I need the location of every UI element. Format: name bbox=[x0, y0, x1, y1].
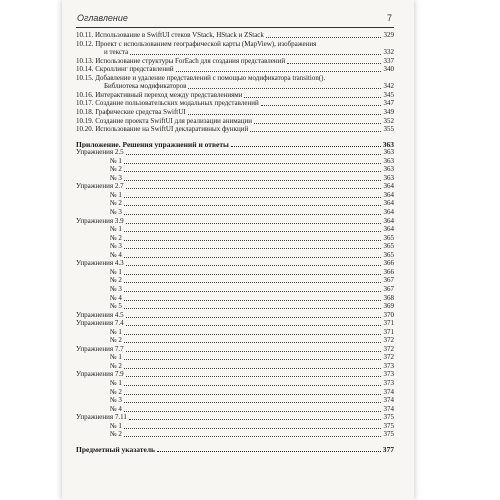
toc-entry-title: № 3 bbox=[110, 173, 122, 182]
toc-dot-leader bbox=[126, 265, 381, 266]
toc-dot-leader bbox=[124, 282, 381, 283]
toc-entry-title: 10.18. Графические средства SwiftUI bbox=[76, 107, 186, 116]
toc-dot-leader bbox=[124, 205, 381, 206]
toc-entry-page: 365 bbox=[383, 250, 394, 259]
toc-dot-leader bbox=[124, 368, 381, 369]
toc-dot-leader bbox=[124, 402, 381, 403]
toc-dot-leader bbox=[126, 325, 381, 326]
toc-entry bbox=[76, 445, 394, 454]
toc-entry-page: 329 bbox=[383, 31, 394, 39]
toc-entry-page: 373 bbox=[383, 379, 394, 387]
toc-dot-leader bbox=[124, 197, 381, 198]
toc-entry-title: № 2 bbox=[110, 336, 122, 345]
toc-dot-leader bbox=[231, 146, 381, 147]
toc-dot-leader bbox=[124, 248, 381, 249]
toc-entry-title: № 3 bbox=[110, 284, 122, 293]
toc-dot-leader bbox=[254, 123, 381, 124]
toc-entry-page: 342 bbox=[383, 82, 394, 91]
toc-dot-leader bbox=[124, 436, 381, 437]
toc-entry-page: 340 bbox=[383, 65, 394, 74]
toc-entry-page: 369 bbox=[383, 302, 394, 311]
toc-dot-leader bbox=[124, 231, 381, 232]
toc-entry-title: № 4 bbox=[110, 250, 122, 259]
toc-entry-title: № 3 bbox=[110, 208, 122, 216]
toc-entry-title: № 2 bbox=[110, 165, 122, 174]
toc-entry-page: 364 bbox=[383, 182, 394, 191]
toc-entry-page: 374 bbox=[383, 404, 394, 413]
toc-entry-title: 10.20. Использование на SwiftUI декларативных функций bbox=[76, 125, 249, 134]
toc-entry-page: 366 bbox=[383, 259, 394, 268]
toc-entry-title: Упражнения 4.3 bbox=[76, 259, 124, 268]
toc-entry-page: 372 bbox=[383, 344, 394, 353]
toc-entry-title: 10.12. Проект с использованием географической карты (MapView), изображения bbox=[76, 39, 317, 48]
toc-dot-leader bbox=[124, 308, 381, 309]
toc-entry-title: № 4 bbox=[110, 404, 122, 413]
toc-entry bbox=[76, 430, 394, 439]
toc-entry-page: 372 bbox=[383, 353, 394, 362]
toc-entry-page: 373 bbox=[383, 361, 394, 370]
toc-dot-leader bbox=[188, 114, 381, 115]
toc-entry-title: Упражнения 7.7 bbox=[76, 344, 124, 353]
toc-dot-leader bbox=[126, 223, 381, 224]
toc-entry-page: 345 bbox=[383, 90, 394, 99]
toc-dot-leader bbox=[126, 351, 381, 352]
toc-entry-title: 10.15. Добавление и удаление представлений с помощью модификатора transition(). bbox=[76, 73, 326, 82]
toc-entry-page: 374 bbox=[383, 396, 394, 405]
toc-entry-title: № 2 bbox=[110, 199, 122, 208]
toc-entry-page: 363 bbox=[382, 139, 394, 149]
toc-dot-leader bbox=[188, 88, 381, 89]
toc-entry-page: 363 bbox=[383, 156, 394, 165]
toc-entry-title: Упражнения 2.7 bbox=[76, 182, 124, 191]
toc-entry-page: 366 bbox=[383, 267, 394, 276]
toc-entry-title: № 2 bbox=[110, 276, 122, 285]
toc-dot-leader bbox=[124, 394, 381, 395]
toc-entry-page: 371 bbox=[383, 319, 394, 328]
toc-entry-title: № 1 bbox=[110, 421, 122, 430]
toc-entry-title: 10.14. Скроллинг представлений bbox=[76, 65, 174, 74]
toc-dot-leader bbox=[129, 419, 381, 420]
toc-entry-title: № 1 bbox=[110, 267, 122, 276]
toc-entry-page: 352 bbox=[383, 116, 394, 125]
toc-entry-title: Предметный указатель bbox=[76, 444, 155, 454]
toc-entry-page: 375 bbox=[383, 413, 394, 422]
toc-entry-title: Упражнения 7.11 bbox=[76, 413, 127, 422]
toc-dot-leader bbox=[287, 63, 381, 64]
toc-entry-page: 364 bbox=[383, 190, 394, 199]
toc-entry-title: 10.19. Создание проекта SwiftUI для реализации анимации bbox=[76, 116, 252, 125]
toc-entry-page: 368 bbox=[383, 293, 394, 302]
toc-entry-title: № 1 bbox=[110, 353, 122, 362]
toc-entry-page: 375 bbox=[383, 430, 394, 439]
toc-entry-title: 10.13. Использование структуры ForEach для создания представлений bbox=[76, 56, 286, 65]
toc-entry-title: Приложение. Решения упражнений и ответы bbox=[76, 139, 229, 149]
header-page-number: 7 bbox=[386, 13, 392, 23]
toc-entry-title: № 2 bbox=[110, 430, 122, 439]
toc-dot-leader bbox=[157, 451, 381, 452]
toc-dot-leader bbox=[126, 376, 381, 377]
toc-entry bbox=[76, 125, 394, 134]
toc-entry-title: № 1 bbox=[110, 156, 122, 165]
toc-entry-page: 364 bbox=[383, 199, 394, 208]
toc-entry-title: № 3 bbox=[110, 396, 122, 405]
toc-entry-title: № 5 bbox=[110, 302, 122, 311]
page-header bbox=[76, 11, 394, 28]
toc-entry-title: № 2 bbox=[110, 233, 122, 242]
toc-entry-title: № 2 bbox=[110, 387, 122, 396]
toc-entry-page: 365 bbox=[383, 242, 394, 251]
toc-dot-leader bbox=[124, 163, 381, 164]
toc-dot-leader bbox=[250, 131, 381, 132]
toc-dot-leader bbox=[124, 214, 381, 215]
toc-entry-page: 363 bbox=[383, 148, 394, 157]
toc-dot-leader bbox=[124, 180, 381, 181]
toc-dot-leader bbox=[124, 411, 381, 412]
toc-dot-leader bbox=[124, 240, 381, 241]
toc-entry-page: 337 bbox=[383, 56, 394, 65]
toc-dot-leader bbox=[124, 359, 381, 360]
toc-entry-page: 332 bbox=[383, 48, 394, 57]
toc-entry-page: 367 bbox=[383, 276, 394, 285]
toc-entry-page: 367 bbox=[383, 284, 394, 293]
toc-dot-leader bbox=[124, 342, 381, 343]
toc-dot-leader bbox=[126, 188, 381, 189]
toc-entry-title: Упражнения 4.5 bbox=[76, 310, 124, 319]
toc-dot-leader bbox=[124, 428, 381, 429]
toc-dot-leader bbox=[124, 291, 381, 292]
toc-entry-title: Библиотека модификаторов bbox=[104, 82, 187, 91]
toc-entry-title: 10.11. Использование в SwiftUI стеков VStack, HStack и ZStack bbox=[76, 31, 264, 39]
toc-entry-page: 373 bbox=[383, 370, 394, 379]
toc-dot-leader bbox=[126, 317, 381, 318]
toc-entry-page: 363 bbox=[383, 173, 394, 182]
book-page bbox=[62, 0, 414, 500]
toc-dot-leader bbox=[244, 97, 381, 98]
toc-entry-page: 374 bbox=[383, 387, 394, 396]
toc-entry-page: 364 bbox=[383, 216, 394, 225]
toc-entry-title: № 3 bbox=[110, 242, 122, 251]
toc-entry-title: Упражнения 2.5 bbox=[76, 148, 124, 157]
toc-entry-page: 365 bbox=[383, 233, 394, 242]
toc-entry-page: 355 bbox=[383, 125, 394, 134]
toc-entry-page: 364 bbox=[383, 208, 394, 216]
toc-dot-leader bbox=[124, 385, 381, 386]
toc-entry-page: 375 bbox=[383, 421, 394, 430]
toc-entry-title: № 1 bbox=[110, 225, 122, 234]
toc-entry-title: № 1 bbox=[110, 379, 122, 387]
toc-dot-leader bbox=[266, 37, 381, 38]
header-title: Оглавление bbox=[77, 13, 128, 23]
toc-entry-title: Упражнения 7.4 bbox=[76, 319, 124, 328]
toc-entry-page: 371 bbox=[383, 327, 394, 336]
toc-dot-leader bbox=[130, 54, 381, 55]
toc-dot-leader bbox=[124, 334, 381, 335]
toc-entry-title: № 1 bbox=[110, 327, 122, 336]
toc-entry-page: 349 bbox=[383, 107, 394, 116]
toc-entry-title: № 1 bbox=[110, 190, 122, 199]
toc-entry-page: 347 bbox=[383, 99, 394, 108]
toc-entry-title: № 4 bbox=[110, 293, 122, 302]
toc-entry-title: 10.16. Интерактивный переход между представлениями bbox=[76, 90, 243, 99]
toc-entry-title: № 2 bbox=[110, 361, 122, 370]
toc-entry-title: 10.17. Создание пользовательских модальных представлений bbox=[76, 99, 259, 108]
toc-dot-leader bbox=[124, 300, 381, 301]
toc-entry-page: 377 bbox=[382, 444, 394, 454]
toc-entry-title: Упражнения 7.9 bbox=[76, 370, 124, 379]
toc-entry-page: 372 bbox=[383, 336, 394, 345]
toc-entry-page: 370 bbox=[383, 310, 394, 319]
toc-entry-title: Упражнения 3.9 bbox=[76, 216, 124, 225]
toc-dot-leader bbox=[176, 71, 381, 72]
toc-dot-leader bbox=[124, 171, 381, 172]
toc-dot-leader bbox=[124, 257, 381, 258]
toc-entry-page: 363 bbox=[383, 165, 394, 174]
toc-entry-title: и текста bbox=[104, 48, 129, 57]
toc-dot-leader bbox=[124, 274, 381, 275]
toc-dot-leader bbox=[261, 105, 381, 106]
toc-entry-page: 364 bbox=[383, 225, 394, 234]
toc-dot-leader bbox=[126, 154, 381, 155]
